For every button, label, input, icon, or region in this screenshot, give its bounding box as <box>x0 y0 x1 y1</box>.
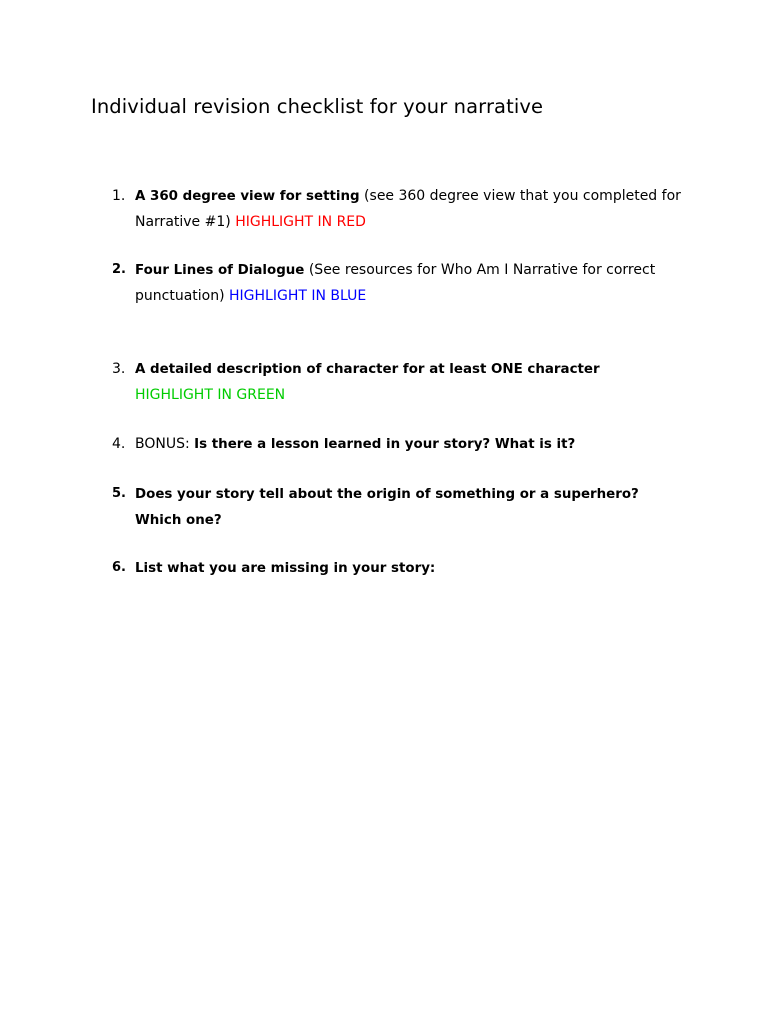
checklist-item-character <box>112 357 682 407</box>
item-requirement: Is there a lesson learned in your story? What is it? <box>194 437 576 452</box>
item-note: (See resources for Who Am I Narrative for correct punctuation) <box>135 262 656 304</box>
item-number: 1. <box>112 188 126 204</box>
checklist-item-missing <box>112 556 682 582</box>
item-body <box>135 482 682 533</box>
item-number: 4. <box>112 436 126 452</box>
checklist-item-dialogue <box>112 258 682 308</box>
highlight-instruction-green: HIGHLIGHT IN GREEN <box>135 386 286 403</box>
highlight-instruction-blue: HIGHLIGHT IN BLUE <box>229 287 367 304</box>
item-body <box>135 432 682 458</box>
item-requirement: Does your story tell about the origin of something or a superhero? Which one? <box>135 487 639 528</box>
item-number: 6. <box>112 560 126 575</box>
item-body <box>135 556 682 582</box>
item-requirement: A 360 degree view for setting <box>135 189 360 204</box>
item-body <box>135 357 682 407</box>
item-number: 3. <box>112 361 126 377</box>
item-requirement: Four Lines of Dialogue <box>135 263 305 278</box>
item-body <box>135 258 682 308</box>
checklist-item-origin <box>112 482 682 533</box>
item-requirement: List what you are missing in your story: <box>135 561 436 576</box>
checklist-item-setting <box>112 184 682 234</box>
item-note: (see 360 degree view that you completed for Narrative #1) <box>135 188 681 230</box>
item-body <box>135 184 682 234</box>
page-title: Individual revision checklist for your narrative <box>91 95 544 118</box>
bonus-label: BONUS: <box>135 436 195 452</box>
item-number: 5. <box>112 486 126 501</box>
highlight-instruction-red: HIGHLIGHT IN RED <box>235 213 366 230</box>
item-number: 2. <box>112 262 126 277</box>
checklist-item-bonus <box>112 432 682 458</box>
item-requirement: A detailed description of character for at least ONE character <box>135 362 600 377</box>
